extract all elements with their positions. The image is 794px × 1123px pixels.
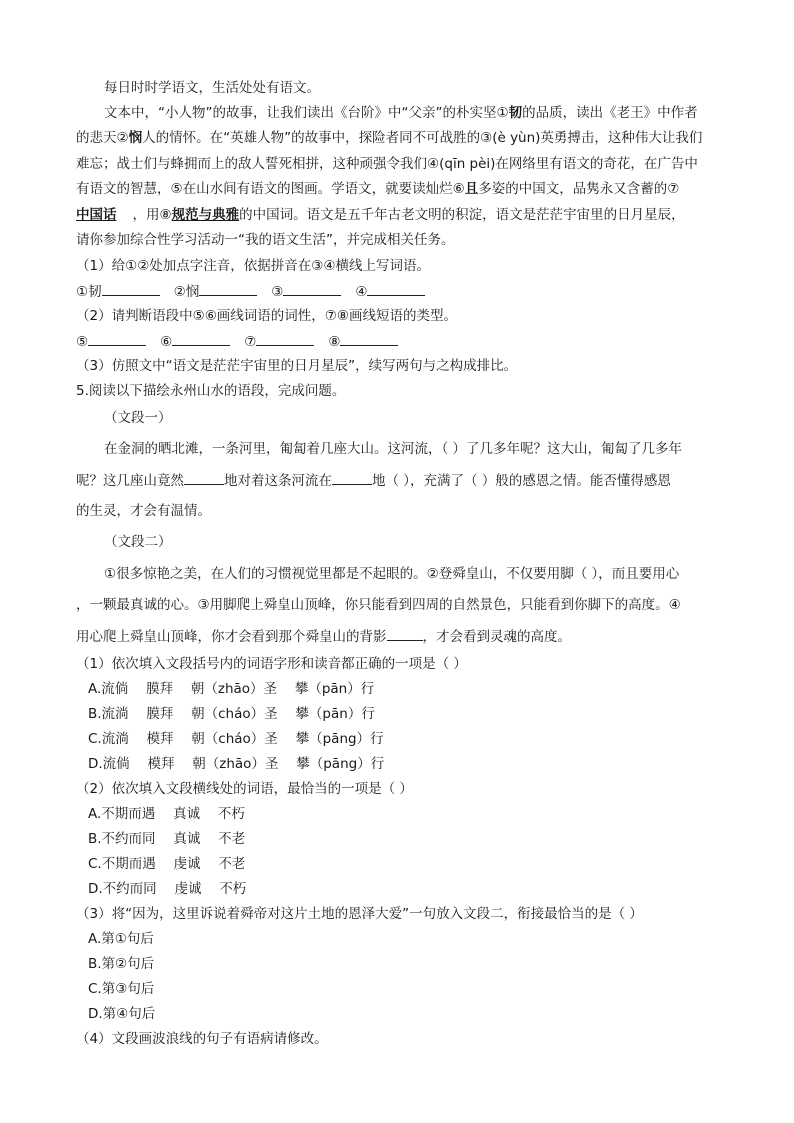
passage-blank-1[interactable] <box>184 471 224 485</box>
answer-blank-2[interactable] <box>199 282 257 296</box>
passage-1-line-3: 的生灵，才会有温情。 <box>76 503 211 519</box>
passage-2-line-2: ，一颗最真诚的心。③用脚爬上舜皇山顶峰，你只能看到四周的自然景色，只能看到你脚下的高度。④ <box>76 597 681 613</box>
mcq-1-prompt: （1）依次填入文段括号内的词语字形和读音都正确的一项是（ ） <box>76 656 467 672</box>
question-1-prompt: （1）给①②处加点字注音，依据拼音在③④横线上写词语。 <box>76 258 430 274</box>
mcq-2-option-c[interactable]: C.不期而遇 虔诚 不老 <box>88 856 246 872</box>
mcq-2-option-b[interactable]: B.不约而同 真诚 不老 <box>88 831 246 847</box>
passage-2-line-1: ①很多惊艳之美，在人们的习惯视觉里都是不起眼的。②登舜皇山，不仅要用脚（ ），而且要用心 <box>104 566 680 582</box>
answer-blank-1[interactable] <box>102 282 160 296</box>
answer-blank-8[interactable] <box>340 332 398 346</box>
passage-1-line-2: 呢？这几座山竟然 地对着这条河流在 地（ ），充满了（ ）般的感恩之情。能否懂得感恩 <box>76 473 671 489</box>
question-4-prompt: （4）文段画波浪线的句子有语病请修改。 <box>76 1031 328 1047</box>
mcq-3-option-a[interactable]: A.第①句后 <box>88 931 154 947</box>
question-2-prompt: （2）请判断语段中⑤⑥画线词语的词性，⑦⑧画线短语的类型。 <box>76 308 457 324</box>
underlined-phrase-7: 中国话 <box>76 207 117 223</box>
intro-line-6: 中国话 ，用⑧规范与典雅的中国词。语文是五千年古老文明的积淀，语文是茫茫宇宙里的日月星辰， <box>76 207 685 223</box>
emphasized-char-1: 韧 <box>508 105 523 121</box>
passage-1-line-1: 在金洞的晒北滩，一条河里，匍匐着几座大山。这河流，（ ）了几多年呢？这大山，匍匐了几多年 <box>104 441 683 457</box>
underlined-phrase-8: 规范与典雅 <box>171 207 240 223</box>
answer-blank-6[interactable] <box>172 332 230 346</box>
intro-line-3: 的悲天②悯人的情怀。在“英雄人物”的故事中，探险者同不可战胜的③(è yùn)英勇搏击，这种伟大让我们 <box>76 130 703 146</box>
question-3-prompt: （3）仿照文中“语文是茫茫宇宙里的日月星辰”，续写两句与之构成排比。 <box>76 358 518 374</box>
mcq-1-option-c[interactable]: C.流淌 模拜 朝（cháo）圣 攀（pāng）行 <box>88 731 384 747</box>
mcq-3-option-c[interactable]: C.第③句后 <box>88 981 155 997</box>
mcq-3-prompt: （3）将“因为，这里诉说着舜帝对这片土地的恩泽大爱”一句放入文段二，衔接最恰当的是（ ） <box>76 906 643 922</box>
passage-blank-3[interactable] <box>387 627 423 641</box>
answer-blank-4[interactable] <box>367 282 425 296</box>
answer-blank-5[interactable] <box>88 332 146 346</box>
question-2-blanks: ⑤ ⑥ ⑦ ⑧ <box>76 332 398 351</box>
intro-line-4: 难忘；战士们与蜂拥而上的敌人誓死相拼，这种顽强令我们④(qīn pèi)在网络里有语文的奇花，在广告中 <box>76 156 698 172</box>
answer-blank-3[interactable] <box>283 282 341 296</box>
intro-line-5: 有语文的智慧，⑤在山水间有语文的图画。学语文，就要读灿烂⑥且多姿的中国文，品隽永又含蓄的⑦ <box>76 181 680 197</box>
mcq-2-prompt: （2）依次填入文段横线处的词语，最恰当的一项是（ ） <box>76 781 413 797</box>
answer-blank-7[interactable] <box>256 332 314 346</box>
passage-1-title: （文段一） <box>104 410 172 426</box>
mcq-3-option-d[interactable]: D.第④句后 <box>88 1006 156 1022</box>
mcq-1-option-b[interactable]: B.流淌 膜拜 朝（cháo）圣 攀（pān）行 <box>88 706 375 722</box>
mcq-2-option-a[interactable]: A.不期而遇 真诚 不朽 <box>88 806 245 822</box>
intro-line-2: 文本中，“小人物”的故事，让我们读出《台阶》中“父亲”的朴实坚①韧的品质，读出《老王》中作者 <box>104 105 698 121</box>
intro-line-7: 请你参加综合性学习活动一“我的语文生活”，并完成相关任务。 <box>76 232 455 248</box>
emphasized-char-6: 且 <box>464 181 479 197</box>
mcq-3-option-b[interactable]: B.第②句后 <box>88 956 155 972</box>
question-1-blanks: ①韧 ②悯 ③ ④ <box>76 282 425 301</box>
passage-blank-2[interactable] <box>332 471 372 485</box>
mcq-2-option-d[interactable]: D.不约而同 虔诚 不朽 <box>88 881 247 897</box>
mcq-1-option-d[interactable]: D.流倘 模拜 朝（zhāo）圣 攀（pāng）行 <box>88 756 385 772</box>
mcq-1-option-a[interactable]: A.流倘 膜拜 朝（zhāo）圣 攀（pān）行 <box>88 681 375 697</box>
passage-2-line-3: 用心爬上舜皇山顶峰，你才会看到那个舜皇山的背影 ，才会看到灵魂的高度。 <box>76 629 571 645</box>
intro-line-1: 每日时时学语文，生活处处有语文。 <box>104 80 320 96</box>
passage-2-title: （文段二） <box>104 534 172 550</box>
emphasized-char-2: 悯 <box>128 130 143 146</box>
section-5-heading: 5.阅读以下描绘永州山水的语段，完成问题。 <box>76 383 346 399</box>
